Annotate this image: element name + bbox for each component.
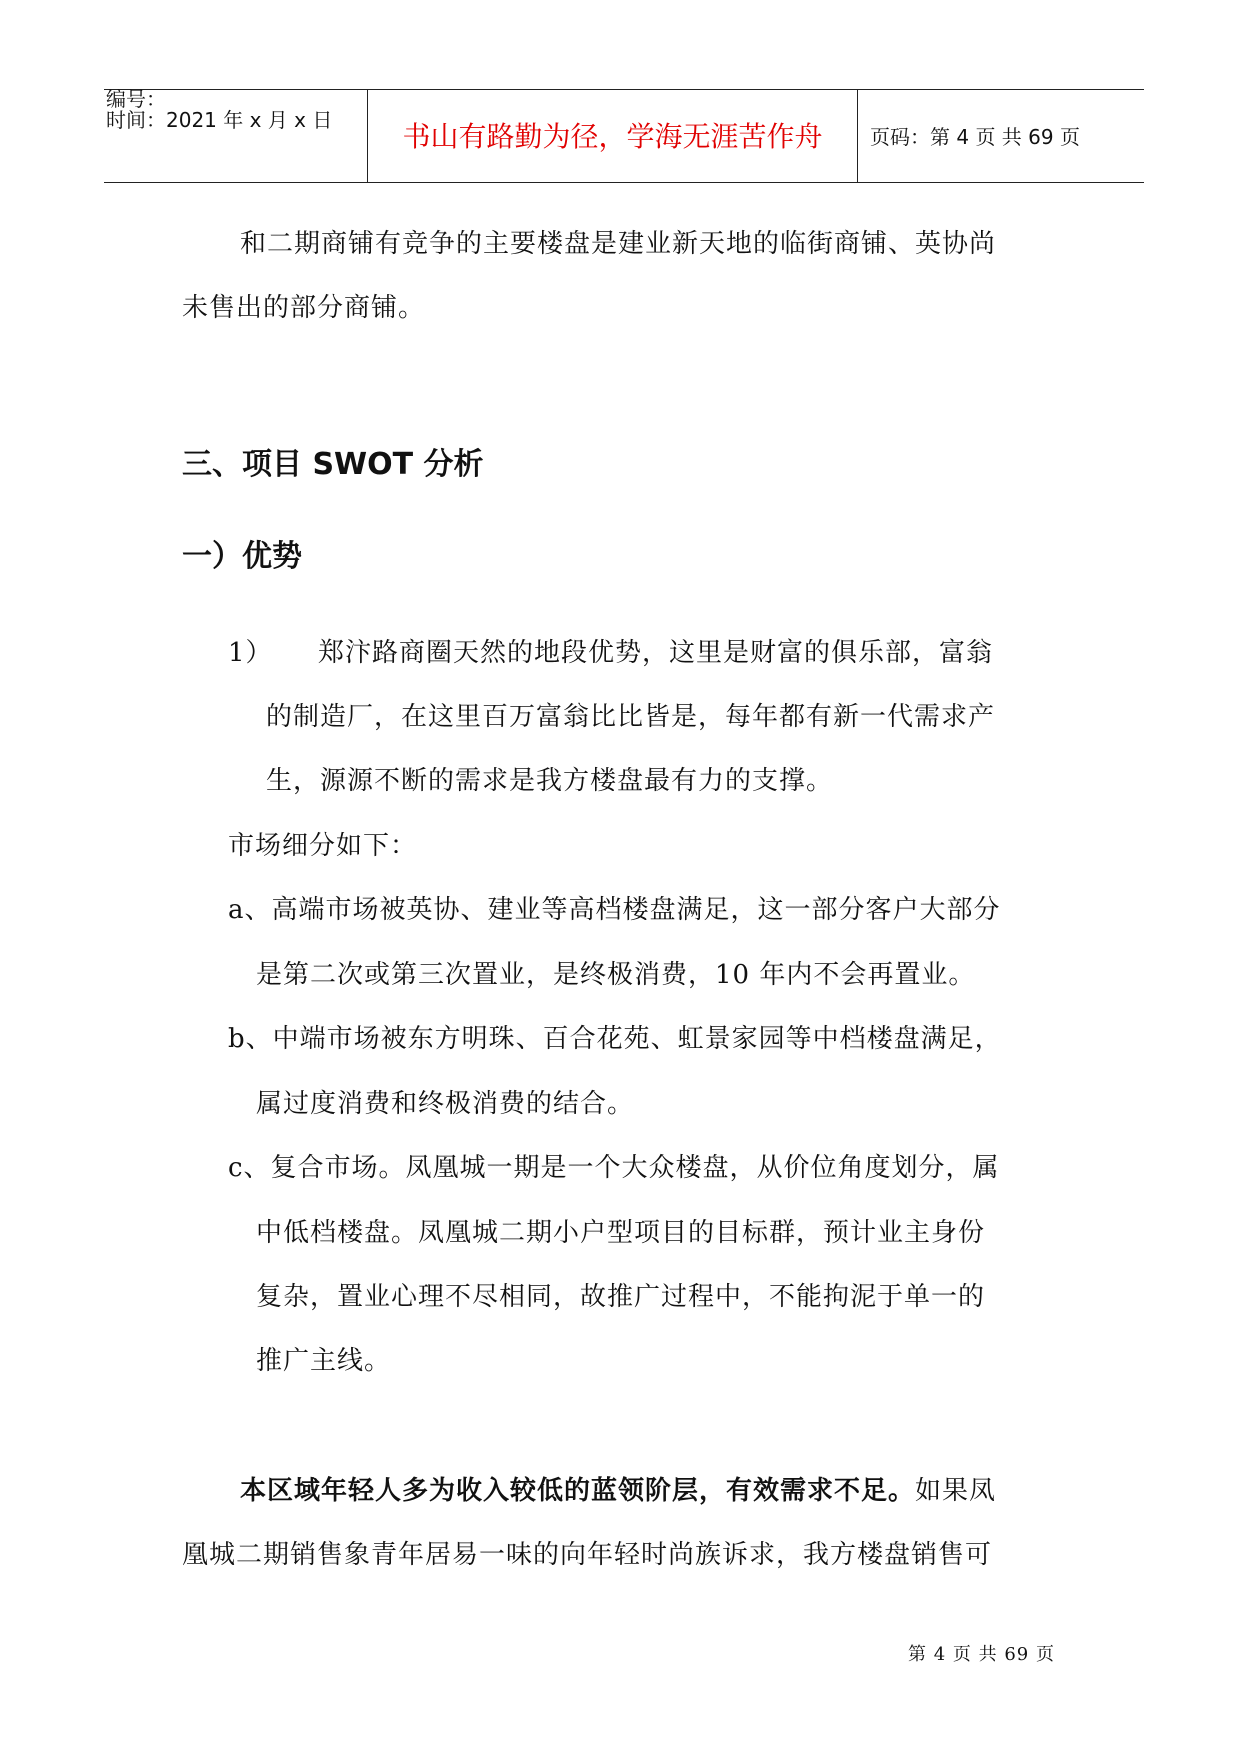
document-header: [104, 89, 1144, 183]
list-item-line: c、复合市场。凤凰城一期是一个大众楼盘，从价位角度划分，属: [228, 1153, 1000, 1183]
document-number-label: 编号：: [106, 87, 166, 111]
page-footer: 第 4 页 共 69 页: [908, 1644, 1055, 1665]
document-time-label: 时间：2021 年 x 月 x 日: [106, 108, 333, 132]
emphasis-text: 本区域年轻人多为收入较低的蓝领阶层，有效需求不足。: [240, 1476, 916, 1506]
list-item-line: 中低档楼盘。凤凰城二期小户型项目的目标群，预计业主身份: [256, 1218, 986, 1248]
list-item-line: 生，源源不断的需求是我方楼盘最有力的支撑。: [266, 766, 834, 796]
list-item-line: 复杂，置业心理不尽相同，故推广过程中，不能拘泥于单一的: [256, 1282, 986, 1312]
paragraph-line: 未售出的部分商铺。: [182, 293, 426, 323]
paragraph-line: 和二期商铺有竞争的主要楼盘是建业新天地的临街商铺、英协尚: [240, 229, 997, 259]
list-item-line: 是第二次或第三次置业，是终极消费，10 年内不会再置业。: [256, 960, 976, 990]
header-page-info: 页码：第 4 页 共 69 页: [870, 125, 1080, 149]
paragraph-line: 凰城二期销售象青年居易一味的向年轻时尚族诉求，我方楼盘销售可: [182, 1540, 993, 1570]
paragraph-text: 如果凤: [915, 1476, 997, 1506]
market-intro: 市场细分如下：: [228, 831, 418, 861]
list-item-line: 属过度消费和终极消费的结合。: [256, 1089, 635, 1119]
sub-heading: 一）优势: [182, 539, 302, 574]
list-item-line: 推广主线。: [256, 1346, 392, 1376]
header-middle-cell: [368, 90, 858, 182]
list-item-line: 郑汴路商圈天然的地段优势，这里是财富的俱乐部，富翁: [318, 638, 994, 668]
paragraph-line: [240, 1474, 996, 1508]
header-left-cell: [104, 87, 368, 182]
list-item-line: 的制造厂，在这里百万富翁比比皆是，每年都有新一代需求产: [266, 702, 996, 732]
header-motto: 书山有路勤为径，学海无涯苦作舟: [402, 120, 823, 153]
list-item-label: 1）: [228, 638, 273, 668]
header-right-cell: [858, 90, 1144, 182]
section-heading: [182, 446, 484, 484]
list-item-line: b、中端市场被东方明珠、百合花苑、虹景家园等中档楼盘满足，: [228, 1024, 1002, 1054]
section-heading-text: 三、项目 SWOT 分析: [182, 447, 484, 482]
list-item-line: a、高端市场被英协、建业等高档楼盘满足，这一部分客户大部分: [228, 895, 1001, 925]
